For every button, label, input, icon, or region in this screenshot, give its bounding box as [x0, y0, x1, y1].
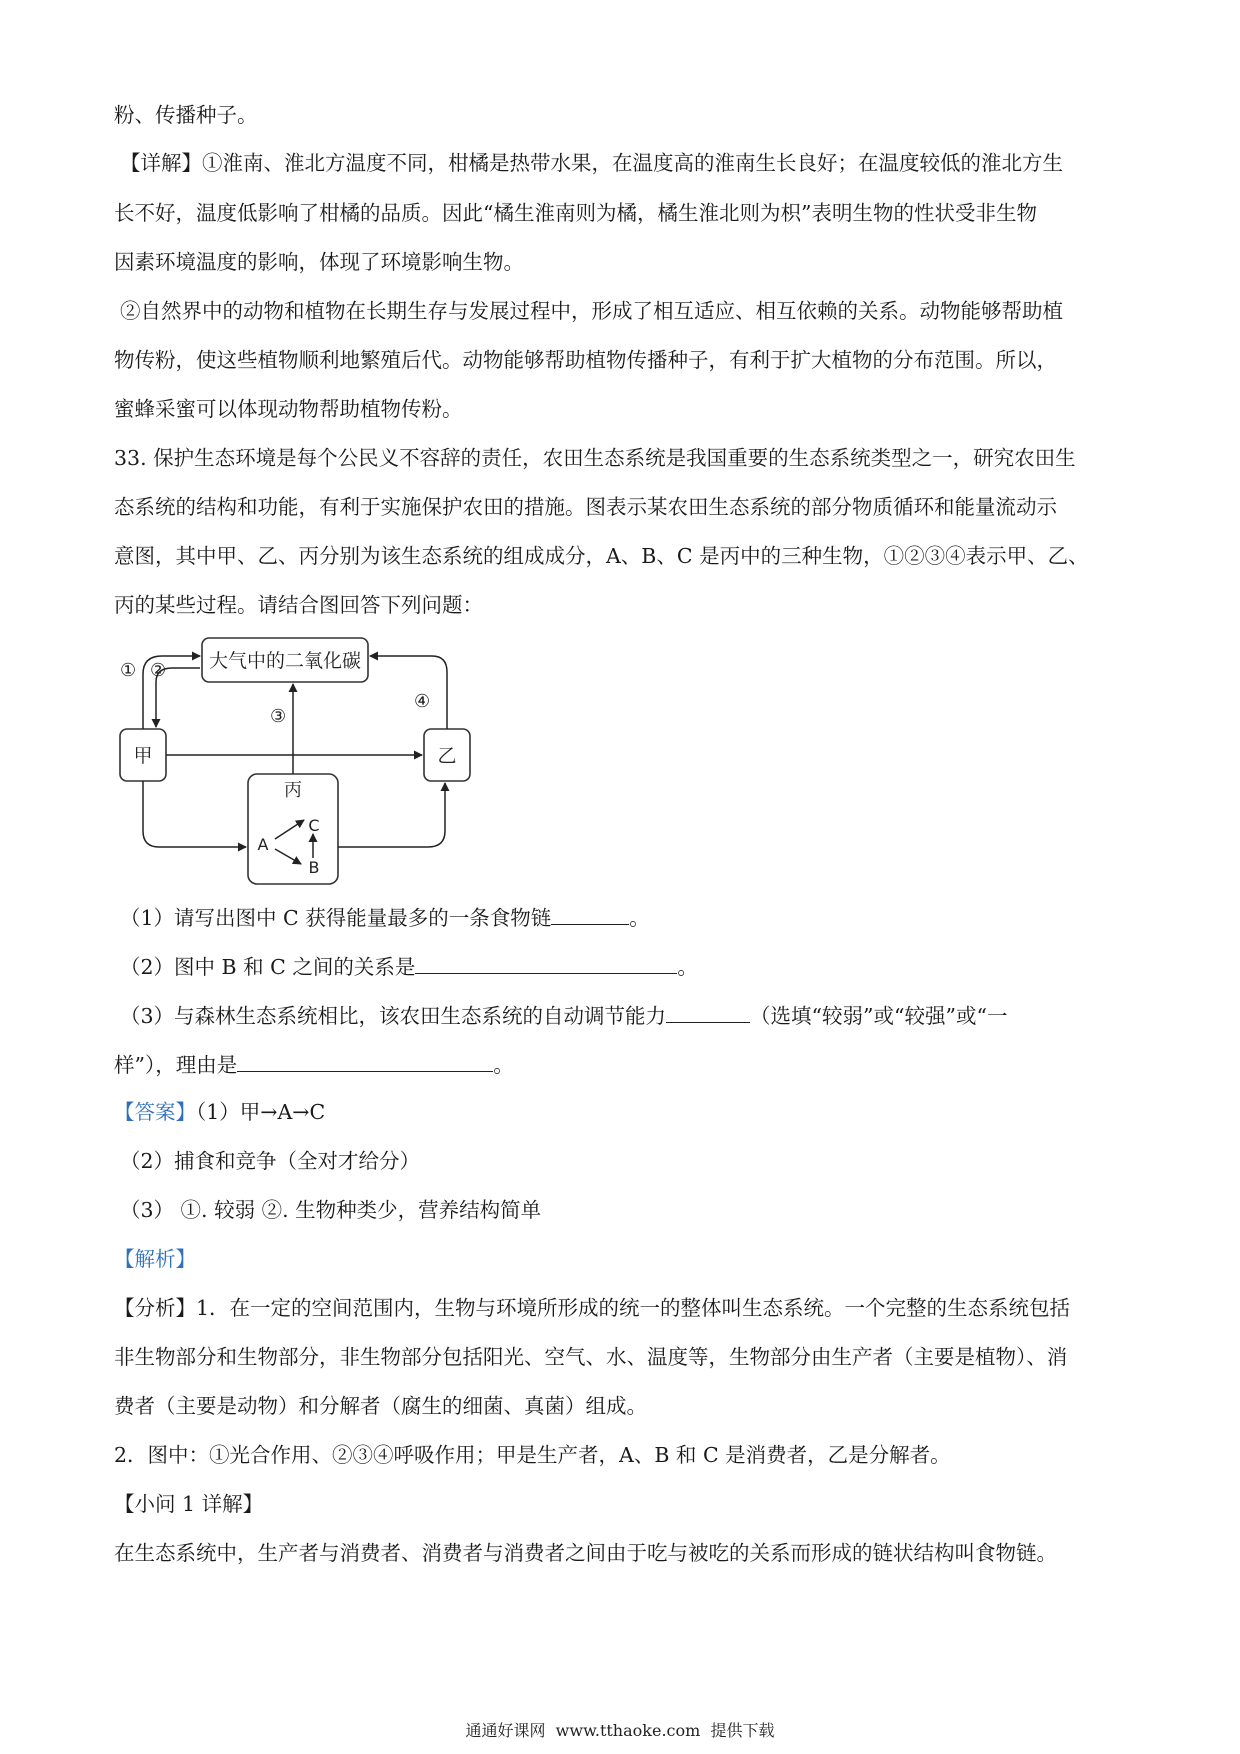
answer-line-1	[114, 1097, 325, 1127]
question-line: 33. 保护生态环境是每个公民义不容辞的责任，农田生态系统是我国重要的生态系统类型之一，研究农田生	[114, 446, 1076, 470]
jia-label: 甲	[133, 745, 153, 767]
process-3-label: ③	[270, 706, 287, 727]
paragraph-line: 【详解】①淮南、淮北方温度不同，柑橘是热带水果，在温度高的淮南生长良好；在温度较低的淮北方生	[120, 151, 1063, 175]
analysis-heading: 【解析】	[114, 1247, 196, 1271]
analysis-line: 在生态系统中，生产者与消费者、消费者与消费者之间由于吃与被吃的关系而形成的链状结构叫食物链。	[114, 1541, 1057, 1565]
sub-question-text: （3）与森林生态系统相比，该农田生态系统的自动调节能力	[120, 1004, 667, 1028]
node-c: C	[308, 816, 320, 835]
answer-line-3: （3） ①. 较弱 ②. 生物种类少，营养结构简单	[120, 1198, 542, 1222]
bing-label: 丙	[284, 780, 302, 801]
paragraph-line: 物传粉，使这些植物顺利地繁殖后代。动物能够帮助植物传播种子，有利于扩大植物的分布范围。所以，	[114, 348, 1057, 372]
sub-question-3	[120, 1000, 1007, 1031]
arrow-bing-yi	[338, 783, 445, 847]
paragraph-line: 长不好，温度低影响了柑橘的品质。因此“橘生淮南则为橘，橘生淮北则为枳”表明生物的性状受非生物	[114, 201, 1037, 225]
process-1-label: ①	[120, 660, 137, 681]
answer-blank	[237, 1049, 493, 1072]
answer-line-2: （2）捕食和竞争（全对才给分）	[120, 1149, 421, 1173]
yi-label: 乙	[437, 745, 457, 767]
arrow-a-c	[275, 820, 304, 839]
sub-question-text: 。	[677, 955, 698, 979]
answer-text: （1）甲→A→C	[196, 1100, 326, 1124]
analysis-line: 2．图中：①光合作用、②③④呼吸作用；甲是生产者，A、B 和 C 是消费者，乙是分解者。	[114, 1443, 951, 1467]
sub-question-1	[120, 902, 650, 933]
sub-question-heading: 【小问 1 详解】	[114, 1492, 264, 1516]
answer-blank	[415, 951, 677, 974]
process-4-label: ④	[414, 691, 431, 712]
paragraph-line: ②自然界中的动物和植物在长期生存与发展过程中，形成了相互适应、相互依赖的关系。动物能够帮助植	[120, 299, 1063, 323]
analysis-line: 【分析】1．在一定的空间范围内，生物与环境所形成的统一的整体叫生态系统。一个完整的生态系统包括	[114, 1296, 1071, 1320]
co2-label: 大气中的二氧化碳	[208, 650, 362, 672]
arrow-a-b	[275, 849, 301, 864]
paragraph-line: 蜜蜂采蜜可以体现动物帮助植物传粉。	[114, 397, 463, 421]
arrow-jia-bing	[143, 781, 246, 847]
answer-blank	[551, 902, 629, 925]
node-b: B	[308, 858, 320, 877]
sub-question-2	[120, 951, 698, 982]
sub-question-text: 。	[493, 1053, 514, 1077]
page-footer: 通通好课网 www.tthaoke.com 提供下载	[465, 1721, 775, 1740]
process-2-label: ②	[150, 660, 167, 681]
answer-blank	[666, 1000, 750, 1023]
sub-question-text: （2）图中 B 和 C 之间的关系是	[120, 955, 416, 979]
sub-question-text: （选填“较弱”或“较强”或“一	[750, 1004, 1008, 1028]
question-line: 意图，其中甲、乙、丙分别为该生态系统的组成成分，A、B、C 是丙中的三种生物，①②③④表示甲、乙、	[114, 544, 1089, 568]
node-a: A	[257, 835, 269, 854]
sub-question-text: 。	[629, 906, 650, 930]
analysis-line: 非生物部分和生物部分，非生物部分包括阳光、空气、水、温度等，生物部分由生产者（主要是植物）、消	[114, 1345, 1068, 1369]
sub-question-text: （1）请写出图中 C 获得能量最多的一条食物链	[120, 906, 552, 930]
answer-label: 【答案】	[114, 1100, 196, 1124]
analysis-line: 费者（主要是动物）和分解者（腐生的细菌、真菌）组成。	[114, 1394, 647, 1418]
question-line: 态系统的结构和功能，有利于实施保护农田的措施。图表示某农田生态系统的部分物质循环和能量流动示	[114, 495, 1057, 519]
ecosystem-diagram	[112, 636, 512, 888]
sub-question-text: 样”），理由是	[114, 1053, 238, 1077]
sub-question-3-cont	[114, 1049, 514, 1080]
question-line: 丙的某些过程。请结合图回答下列问题：	[114, 593, 483, 617]
arrow-4	[370, 656, 447, 729]
paragraph-line: 粉、传播种子。	[114, 103, 258, 127]
paragraph-line: 因素环境温度的影响，体现了环境影响生物。	[114, 250, 524, 274]
